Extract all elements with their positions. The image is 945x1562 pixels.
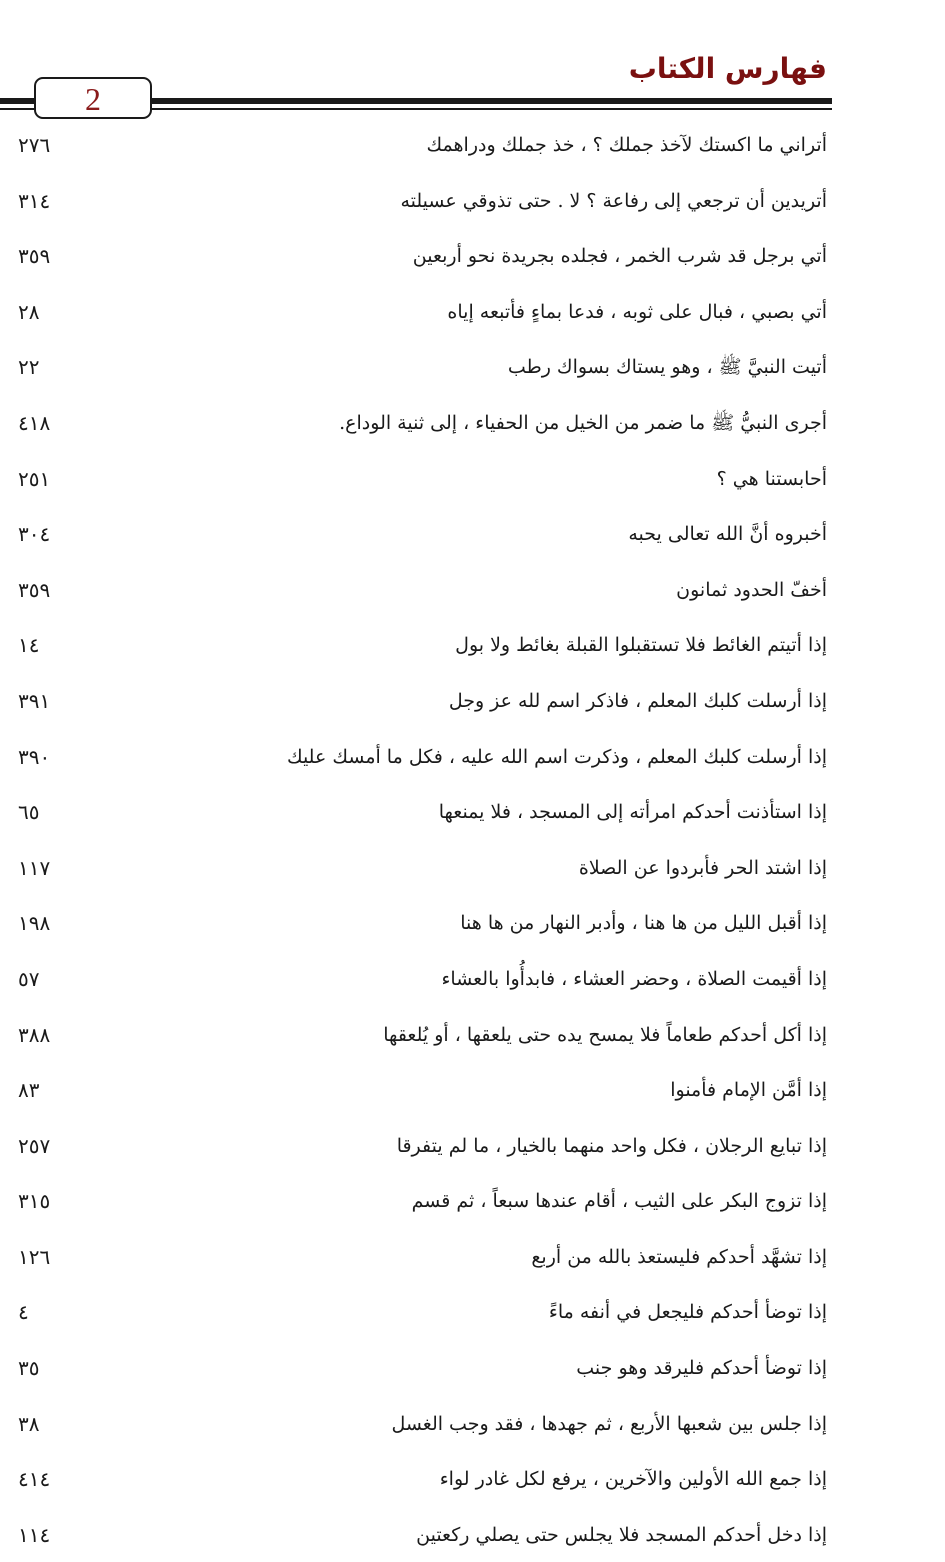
entry-text: إذا دخل أحدكم المسجد فلا يجلس حتى يصلي ركعتين xyxy=(416,1523,827,1546)
index-row xyxy=(0,173,945,229)
entry-page: ٣١٥ xyxy=(18,1189,51,1214)
entry-text: إذا توضأ أحدكم فليجعل في أنفه ماءً xyxy=(548,1301,827,1324)
entry-page: ٢٧٦ xyxy=(18,133,51,157)
index-row xyxy=(0,1173,945,1229)
index-row xyxy=(0,284,945,340)
entry-text: أجرى النبيُّ ﷺ ما ضمر من الخيل من الحفياء ، إلى ثنية الوداع. xyxy=(339,411,827,434)
index-row xyxy=(0,1284,945,1340)
index-row xyxy=(0,228,945,284)
entry-page: ٣٩١ xyxy=(18,688,51,713)
entry-page: ٣١٤ xyxy=(18,188,51,213)
entry-page: ٦٥ xyxy=(18,800,40,825)
index-row xyxy=(0,395,945,451)
index-row xyxy=(0,1062,945,1118)
entry-page: ٥٧ xyxy=(18,966,40,991)
index-list xyxy=(0,117,945,1547)
entry-page: ٢٨ xyxy=(18,299,40,324)
index-row xyxy=(0,506,945,562)
entry-text: أتريدين أن ترجعي إلى رفاعة ؟ لا . حتى تذوقي عسيلته xyxy=(400,189,827,212)
entry-text: إذا اشتد الحر فأبردوا عن الصلاة xyxy=(578,856,827,879)
entry-page: ٢٥٧ xyxy=(18,1133,51,1158)
entry-page: ٣٥٩ xyxy=(18,244,51,269)
entry-text: إذا أمَّن الإمام فأمنوا xyxy=(670,1079,827,1102)
entry-page: ٣٨ xyxy=(18,1411,40,1436)
page-number-box xyxy=(34,77,152,119)
entry-page: ٣٨٨ xyxy=(18,1022,51,1047)
index-row xyxy=(0,1451,945,1507)
entry-text: أخبروه أنَّ الله تعالى يحبه xyxy=(628,523,827,546)
index-row xyxy=(0,1229,945,1285)
index-row xyxy=(0,729,945,785)
index-row xyxy=(0,1507,945,1562)
entry-text: إذا جلس بين شعبها الأربع ، ثم جهدها ، فقد وجب الغسل xyxy=(391,1412,827,1435)
index-row xyxy=(0,951,945,1007)
index-row xyxy=(0,1396,945,1452)
entry-text: إذا أقبل الليل من ها هنا ، وأدبر النهار من ها هنا xyxy=(460,912,827,935)
index-row xyxy=(0,451,945,507)
entry-page: ٣٠٤ xyxy=(18,522,51,547)
index-row xyxy=(0,784,945,840)
page-header xyxy=(0,0,945,125)
index-row xyxy=(0,562,945,618)
index-row xyxy=(0,1340,945,1396)
entry-text: إذا تزوج البكر على الثيب ، أقام عندها سبعاً ، ثم قسم xyxy=(411,1190,827,1213)
entry-text: أخفّ الحدود ثمانون xyxy=(676,578,827,601)
entry-page: ٤ xyxy=(18,1300,29,1325)
entry-text: أتراني ما اكستك لآخذ جملك ؟ ، خذ جملك ودراهمك xyxy=(426,134,827,156)
index-row xyxy=(0,617,945,673)
entry-text: إذا توضأ أحدكم فليرقد وهو جنب xyxy=(576,1357,827,1380)
entry-text: إذا استأذنت أحدكم امرأته إلى المسجد ، فلا يمنعها xyxy=(438,801,827,824)
entry-text: إذا أرسلت كلبك المعلم ، فاذكر اسم لله عز وجل xyxy=(448,689,827,712)
entry-page: ٢٥١ xyxy=(18,466,51,491)
index-row xyxy=(0,1118,945,1174)
entry-text: أتي برجل قد شرب الخمر ، فجلده بجريدة نحو أربعين xyxy=(412,245,827,268)
index-row xyxy=(0,840,945,896)
entry-page: ١١٧ xyxy=(18,855,51,880)
entry-text: إذا أقيمت الصلاة ، وحضر العشاء ، فابدأُوا بالعشاء xyxy=(441,967,827,990)
entry-page: ٣٥ xyxy=(18,1356,40,1381)
entry-page: ٤١٤ xyxy=(18,1467,51,1492)
entry-page: ٤١٨ xyxy=(18,410,51,435)
entry-page: ١٩٨ xyxy=(18,911,51,936)
entry-page: ٨٣ xyxy=(18,1078,40,1103)
entry-text: إذا تشهَّد أحدكم فليستعذ بالله من أربع xyxy=(531,1245,827,1268)
page-number: 2 xyxy=(85,81,101,117)
entry-text: أتي بصبي ، فبال على ثوبه ، فدعا بماءٍ فأتبعه إياه xyxy=(447,300,827,323)
entry-page: ٣٩٠ xyxy=(18,744,51,769)
entry-page: ٢٢ xyxy=(18,355,40,380)
entry-page: ٣٥٩ xyxy=(18,577,51,602)
entry-text: أتيت النبيَّ ﷺ ، وهو يستاك بسواك رطب xyxy=(507,356,827,379)
entry-text: إذا أكل أحدكم طعاماً فلا يمسح يده حتى يلعقها ، أو يُلعقها xyxy=(383,1023,827,1046)
entry-text: إذا جمع الله الأولين والآخرين ، يرفع لكل غادر لواء xyxy=(439,1468,827,1491)
entry-page: ١٢٦ xyxy=(18,1244,51,1269)
entry-text: أحابستنا هي ؟ xyxy=(716,467,827,490)
entry-page: ١١٤ xyxy=(18,1522,51,1547)
entry-text: إذا أتيتم الغائط فلا تستقبلوا القبلة بغائط ولا بول xyxy=(455,634,827,657)
entry-page: ١٤ xyxy=(18,633,40,658)
index-row xyxy=(0,117,945,173)
index-row xyxy=(0,673,945,729)
index-row xyxy=(0,339,945,395)
entry-text: إذا أرسلت كلبك المعلم ، وذكرت اسم الله عليه ، فكل ما أمسك عليك xyxy=(286,745,827,768)
entry-text: إذا تبايع الرجلان ، فكل واحد منهما بالخيار ، ما لم يتفرقا xyxy=(396,1134,827,1157)
index-row xyxy=(0,1007,945,1063)
index-row xyxy=(0,895,945,951)
page-title: فهارس الكتاب xyxy=(628,52,827,85)
